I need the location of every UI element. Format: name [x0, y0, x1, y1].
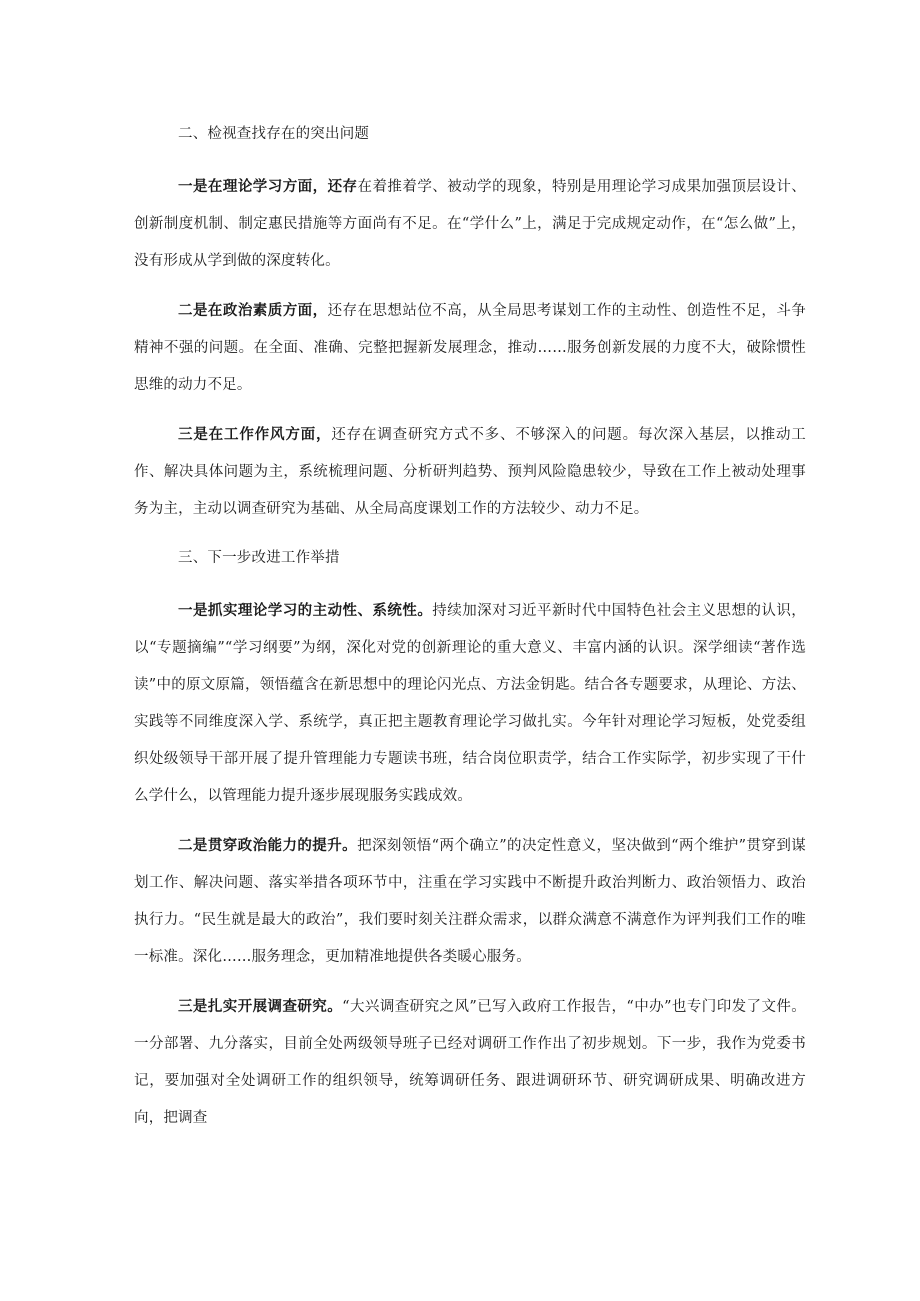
paragraph-body: 把深刻领悟“两个确立”的决定性意义，坚决做到“两个维护”贯穿到谋划工作、解决问题、落实举措各项环节中，注重在学习实践中不断提升政治判断力、政治领悟力、政治执行力。“民生就是最大的政治”，我们要时刻关注群众需求，以群众满意不满意作为评判我们工作的唯一标准。深化……服务理念，更加精准地提供各类暖心服务。 — [134, 838, 806, 965]
paragraph-body: 还存在调查研究方式不多、不够深入的问题。每次深入基层，以推动工作、解决具体问题为主，系统梳理问题、分析研判趋势、预判风险隐患较少，导致在工作上被动处理事务为主，主动以调查研究为基础、从全局高度课划工作的方法较少、动力不足。 — [134, 427, 806, 517]
paragraph-body: 在着推着学、被动学的现象，特别是用理论学习成果加强顶层设计、创新制度机制、制定惠民措施等方面尚有不足。在“学什么”上，满足于完成规定动作，在“怎么做”上，没有形成从学到做的深度转化。 — [134, 179, 806, 269]
paragraph-body: 还存在思想站位不高，从全局思考谋划工作的主动性、创造性不足，斗争精神不强的问题。在全面、准确、完整把握新发展理念，推动……服务创新发展的力度不大，破除惯性思维的动力不足。 — [134, 303, 807, 393]
section-heading-measures: 三、下一步改进工作举措 — [178, 550, 340, 566]
measure-paragraph-politics — [134, 827, 806, 976]
paragraph-body: “大兴调查研究之风”已写入政府工作报告，“中办”也专门印发了文件。一分部署、九分落实，目前全处两级领导班子已经对调研工作作出了初步规划。下一步，我作为党委书记，要加强对全处调研工作的组织领导，统筹调研任务、跟进调研环节、研究调研成果、明确改进方向，把调查 — [134, 999, 807, 1126]
measure-paragraph-theory — [134, 592, 806, 815]
paragraph-lead: 一是在理论学习方面，还存 — [178, 178, 358, 195]
paragraph-body: 持续加深对习近平新时代中国特色社会主义思想的认识，以“专题摘编”“学习纲要”为纲，深化对党的创新理论的重大意义、丰富内涵的认识。深学细读“著作选读”中的原文原篇，领悟蕴含在新思想中的理论闪光点、方法金钥匙。结合各专题要求，从理论、方法、实践等不同维度深入学、系统学，真正把主题教育理论学习做扎实。今年针对理论学习短板，处党委组织处级领导干部开展了提升管理能力专题读书班，结合岗位职责学，结合工作实际学，初步实现了干什么学什么，以管理能力提升逐步展现服务实践成效。 — [134, 603, 806, 804]
problem-paragraph-style — [134, 416, 806, 528]
paragraph-lead: 一是抓实理论学习的主动性、系统性。 — [178, 602, 433, 619]
paragraph-lead: 三是扎实开展调查研究。 — [178, 998, 343, 1015]
problem-paragraph-theory — [134, 168, 806, 280]
paragraph-lead: 三是在工作作风方面， — [178, 426, 332, 443]
problem-paragraph-politics — [134, 292, 806, 404]
paragraph-lead: 二是贯穿政治能力的提升。 — [178, 837, 358, 854]
paragraph-lead: 二是在政治素质方面， — [178, 302, 328, 319]
measure-paragraph-research — [134, 988, 806, 1137]
section-heading-problems: 二、检视查找存在的突出问题 — [178, 126, 370, 142]
